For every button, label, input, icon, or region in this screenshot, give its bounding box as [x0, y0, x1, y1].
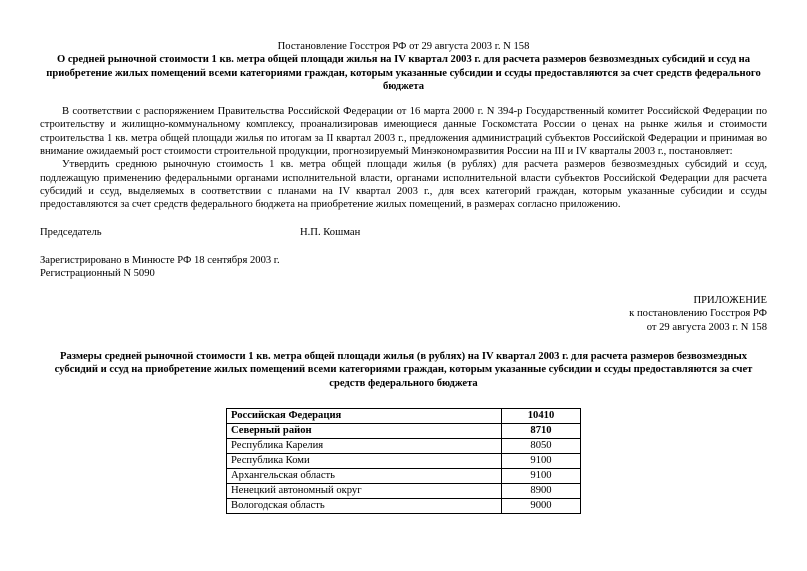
region-name: Ненецкий автономный округ [227, 483, 502, 498]
cost-value: 9100 [502, 453, 581, 468]
registration-number: Регистрационный N 5090 [40, 267, 155, 279]
preamble-paragraph: В соответствии с распоряжением Правительства Российской Федерации от 16 марта 2000 г. N 394-р Государственный комитет Российской Федерации по строительству и жилищно-коммунальному комплексу, проанализировав имеющиеся данные Госкомстата России о ценах на рынке жилья и стоимости строительства 1 кв. метра общей площади жилья по итогам за II квартал 2003 г., предложения администраций субъектов Российской Федерации и принимая во внимание ожидаемый рост стоимости строительной продукции, прогнозируемый Минэкономразвития России на III и IV кварталы 2003 г., постановляет: [40, 106, 767, 158]
appendix-title: Размеры средней рыночной стоимости 1 кв. метра общей площади жилья (в рублях) на IV квартал 2003 г. для расчета размеров безвозмездных субсидий и ссуд на приобретение жилых помещений всеми категориями граждан, которым указанные субсидии и ссуды предоставляются за счет средств федерального бюджета [54, 351, 753, 389]
cost-value: 8900 [502, 483, 581, 498]
signature-block [40, 226, 767, 240]
table-row [227, 468, 581, 483]
table-row [227, 423, 581, 438]
registration-block [40, 254, 767, 281]
cost-value: 8050 [502, 438, 581, 453]
region-name: Архангельская область [227, 468, 502, 483]
cost-value: 10410 [502, 408, 581, 423]
region-name: Республика Коми [227, 453, 502, 468]
resolution-paragraph: Утвердить среднюю рыночную стоимость 1 кв. метра общей площади жилья (в рублях) для расчета размеров безвозмездных субсидий и ссуд, подлежащую применению федеральными органами исполнительной власти, органами исполнительной власти субъектов Российской Федерации для расчета субсидий и ссуд, выделяемых в соответствии с планами на IV квартал 2003 г., для всех категорий граждан, которым указанные субсидии и ссуды предоставляются за счет средств федерального бюджета на приобретение жилых помещений, в размерах согласно приложению. [40, 159, 767, 211]
table-row [227, 453, 581, 468]
cost-value: 8710 [502, 423, 581, 438]
appendix-ref-date: от 29 августа 2003 г. N 158 [646, 321, 767, 333]
region-name: Российская Федерация [227, 408, 502, 423]
table-row [227, 498, 581, 513]
region-name: Северный район [227, 423, 502, 438]
document-page [40, 40, 767, 514]
cost-table [226, 408, 581, 514]
registration-line: Зарегистрировано в Минюсте РФ 18 сентября 2003 г. [40, 254, 280, 266]
signature-name: Н.П. Кошман [300, 226, 361, 238]
table-row [227, 483, 581, 498]
appendix-header [40, 294, 767, 334]
appendix-label: ПРИЛОЖЕНИЕ [693, 295, 767, 307]
cost-value: 9000 [502, 498, 581, 513]
signature-role: Председатель [40, 226, 102, 238]
cost-value: 9100 [502, 468, 581, 483]
appendix-ref-line: к постановлению Госстроя РФ [629, 308, 767, 320]
document-header: Постановление Госстроя РФ от 29 августа 2003 г. N 158 [277, 41, 530, 52]
table-row [227, 438, 581, 453]
region-name: Республика Карелия [227, 438, 502, 453]
table-row [227, 408, 581, 423]
region-name: Вологодская область [227, 498, 502, 513]
document-title: О средней рыночной стоимости 1 кв. метра общей площади жилья на IV квартал 2003 г. для расчета размеров безвозмездных субсидий и ссуд на приобретение жилых помещений всеми категориями граждан, которым указанные субсидии и ссуды предоставляются за счет средств федерального бюджета [46, 54, 761, 92]
